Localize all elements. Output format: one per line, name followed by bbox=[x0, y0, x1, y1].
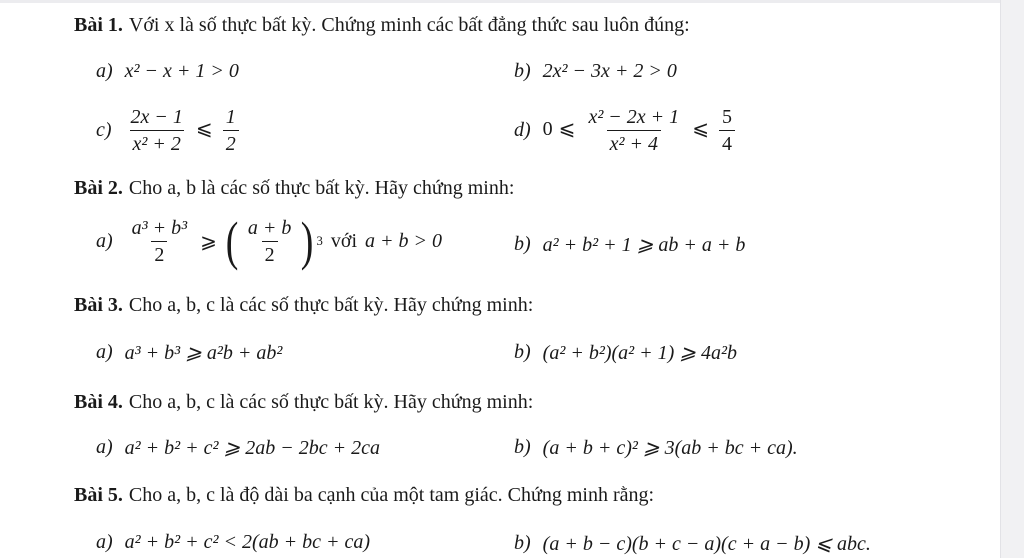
problem-4-item-b: b) (a + b + c)² ⩾ 3(ab + bc + ca). bbox=[514, 436, 798, 459]
problem-2-heading bbox=[74, 177, 514, 200]
fraction: $\frac{2x - 1}{\text{x² + 2}}$ bbox=[130, 106, 183, 155]
top-border bbox=[0, 0, 1000, 3]
problem-1b-expression: 2x² − 3x + 2 > 0 bbox=[542, 60, 677, 82]
problem-1-item-d: d) 0 ⩽ $\frac{\text{x² − 2x + 1}}{\text{x² + 4}}$ ⩽ $\frac{5}{4}$ bbox=[514, 106, 739, 155]
problem-5-statement: Cho a, b, c là độ dài ba cạnh của một tam giác. Chứng minh rằng: bbox=[128, 484, 655, 506]
problem-1-item-b: b) 2x² − 3x + 2 > 0 bbox=[514, 60, 677, 82]
problem-3-title: Bài 3. bbox=[74, 294, 123, 316]
problem-5-heading bbox=[74, 484, 654, 507]
problem-4-title: Bài 4. bbox=[74, 391, 123, 413]
problem-5-title: Bài 5. bbox=[74, 484, 123, 506]
fraction: $\frac{\text{x² − 2x + 1}}{\text{x² + 4}}$ bbox=[588, 106, 680, 155]
problem-1a-expression: x² − x + 1 > 0 bbox=[124, 60, 239, 82]
problem-4-heading bbox=[74, 391, 533, 414]
problem-1-statement: Với x là số thực bất kỳ. Chứng minh các bất đẳng thức sau luôn đúng: bbox=[128, 14, 690, 36]
fraction: $\frac{\text{a³ + b³}}{2}$ bbox=[131, 216, 188, 266]
problem-3b-expression: (a² + b²)(a² + 1) ⩾ 4a²b bbox=[542, 342, 738, 364]
problem-4a-expression: a² + b² + c² ⩾ 2ab − 2bc + 2ca bbox=[124, 437, 381, 459]
problem-2-statement: Cho a, b là các số thực bất kỳ. Hãy chứng minh: bbox=[128, 177, 515, 199]
fraction: $\frac{a + b}{2}$ bbox=[247, 216, 292, 266]
problem-3-item-a: a) a³ + b³ ⩾ a²b + ab² bbox=[96, 341, 283, 364]
problem-1-item-a: a) x² − x + 1 > 0 bbox=[96, 60, 239, 82]
problem-3-item-b: b) (a² + b²)(a² + 1) ⩾ 4a²b bbox=[514, 341, 738, 364]
viewer-right-margin bbox=[1000, 0, 1024, 558]
problem-1-item-c: c) $\frac{2x - 1}{\text{x² + 2}}$ ⩽ $\frac{1}{2}$ bbox=[96, 106, 243, 155]
problem-4-statement: Cho a, b, c là các số thực bất kỳ. Hãy chứng minh: bbox=[128, 391, 534, 413]
problem-5b-expression: (a + b − c)(b + c − a)(c + a − b) ⩽ abc. bbox=[542, 533, 871, 555]
problem-3a-expression: a³ + b³ ⩾ a²b + ab² bbox=[124, 342, 283, 364]
problem-2-title: Bài 2. bbox=[74, 177, 123, 199]
problem-2-item-b: b) a² + b² + 1 ⩾ ab + a + b bbox=[514, 233, 746, 256]
problem-4b-expression: (a + b + c)² ⩾ 3(ab + bc + ca). bbox=[542, 437, 798, 459]
problem-5a-expression: a² + b² + c² < 2(ab + bc + ca) bbox=[124, 531, 371, 553]
fraction: $\frac{5}{4}$ bbox=[719, 106, 735, 155]
problem-2b-expression: a² + b² + 1 ⩾ ab + a + b bbox=[542, 234, 746, 256]
problem-5-item-a: a) a² + b² + c² < 2(ab + bc + ca) bbox=[96, 531, 371, 553]
problem-4-item-a: a) a² + b² + c² ⩾ 2ab − 2bc + 2ca bbox=[96, 436, 381, 459]
problem-5-item-b: b) (a + b − c)(b + c − a)(c + a − b) ⩽ abc. bbox=[514, 532, 871, 555]
fraction: $\frac{1}{2}$ bbox=[223, 106, 239, 155]
problem-1-title: Bài 1. bbox=[74, 14, 123, 36]
problem-3-heading bbox=[74, 294, 533, 317]
problem-3-statement: Cho a, b, c là các số thực bất kỳ. Hãy chứng minh: bbox=[128, 294, 534, 316]
problem-1-heading bbox=[74, 14, 690, 37]
problem-2-item-a: a) $\frac{\text{a³ + b³}}{2}$ ⩾ ( $\frac{a + b}{2}$ ) 3 với a + b > 0 bbox=[96, 211, 443, 271]
